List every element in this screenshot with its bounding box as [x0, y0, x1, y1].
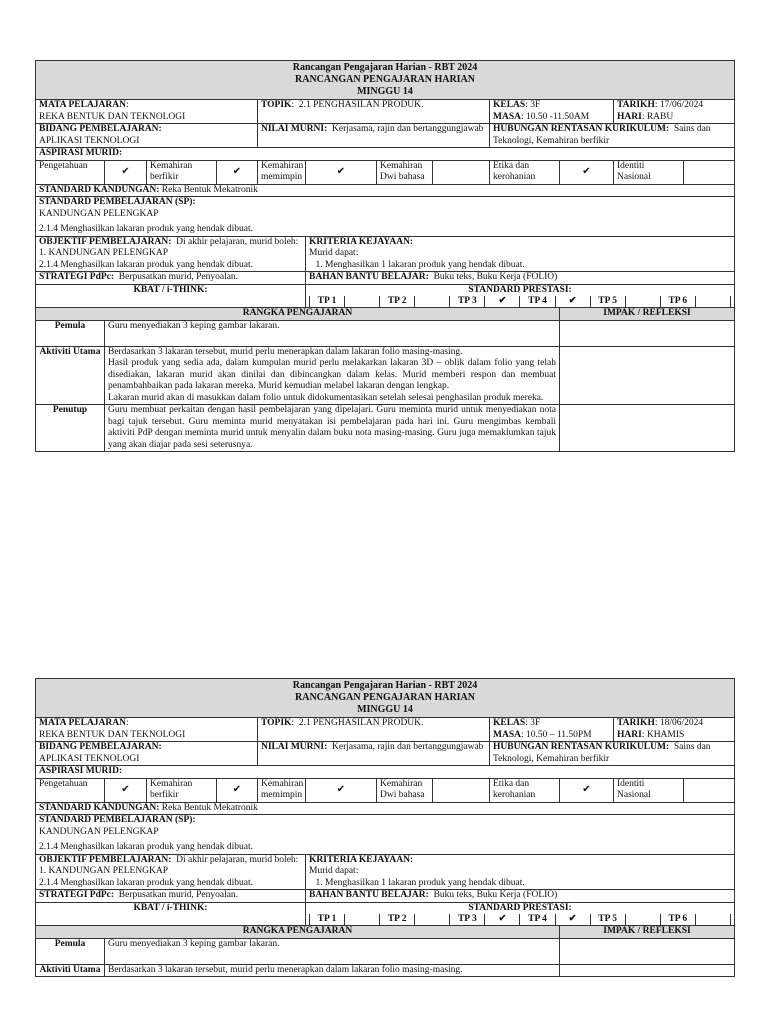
aspirasi-item: Etika dan kerohanian	[490, 778, 560, 802]
tp-mark	[345, 296, 380, 307]
impak-label: IMPAK / REFLEKSI	[603, 308, 691, 318]
check-icon: ✔	[485, 914, 520, 925]
hubungan-cell	[490, 742, 735, 766]
topik-cell: TOPIK: 2.1 PENGHASILAN PRODUK.	[258, 100, 490, 124]
rangka-header	[36, 926, 560, 939]
sp-line: KANDUNGAN PELENGKAP	[39, 208, 159, 219]
sp-line: 2.1.4 Menghasilkan lakaran produk yang hendak dibuat.	[39, 842, 253, 852]
check-box	[684, 778, 735, 802]
nilai-value: Kerjasama, rajin dan bertanggungjawab	[332, 124, 484, 134]
aspirasi-header	[36, 766, 735, 779]
tp-table	[309, 914, 731, 925]
prestasi-label: STANDARD PRESTASI:	[468, 902, 572, 913]
penutup-text: Guru membuat perkaitan dengan hasil pembelajaran yang dipelajari. Guru meminta murid untuk menyediakan nota bagi tajuk tersebut. Guru meminta murid menyatakan isi pembelajaran pada hari ini. Guru mengimbas kembali aktiviti PdP dengan meminta murid untuk menyalin dalam buku nota masing-masing. Guru juga memaklumkan tajuk yang akan diajar pada sesi seterusnya.	[105, 405, 560, 452]
strategi-label: STRATEGI PdPc:	[39, 272, 115, 282]
strategi-label: STRATEGI PdPc:	[39, 890, 115, 900]
kelas-masa-cell: KELAS: 3F MASA: 10.50 – 11.50PM	[490, 718, 614, 742]
aspirasi-item: Kemahiran memimpin	[258, 160, 306, 184]
topik-value: 2.1 PENGHASILAN PRODUK.	[298, 718, 424, 728]
tp-mark	[625, 914, 660, 925]
bahan-label: BAHAN BANTU BELAJAR:	[309, 272, 429, 282]
aktiviti-paragraph: Lakaran murid akan di masukkan dalam folio untuk didokumentasikan setelah selesai penghasilan produk mereka.	[108, 392, 544, 403]
aspirasi-item: Kemahiran berfikir	[147, 160, 217, 184]
kriteria-cell	[306, 236, 735, 272]
tp-label: TP 6	[660, 914, 695, 925]
aspirasi-item: Kemahiran Dwi bahasa	[377, 778, 433, 802]
kelas-masa-cell: KELAS: 3F MASA: 10.50 -11.50AM	[490, 100, 614, 124]
tp-label: TP 3	[450, 296, 485, 307]
lesson-plan-2	[35, 678, 734, 977]
check-icon: ✔	[105, 160, 147, 184]
kelas-value: 3F	[530, 718, 541, 728]
kelas-label: KELAS	[493, 718, 526, 728]
check-box	[433, 778, 490, 802]
kelas-label: KELAS	[493, 100, 526, 110]
bidang-cell	[36, 124, 258, 148]
penutup-label: Penutup	[36, 405, 105, 452]
topik-label: TOPIK	[261, 718, 292, 728]
header-week: MINGGU 14	[357, 704, 413, 715]
lesson-plan-table	[35, 678, 735, 977]
pemula-text: Guru menyediakan 3 keping gambar lakaran.	[105, 320, 560, 346]
aktiviti-text	[105, 964, 560, 977]
bahan-value: Buku teks, Buku Kerja (FOLIO)	[433, 890, 558, 900]
hubungan-cell	[490, 124, 735, 148]
impak-cell	[560, 938, 735, 964]
hari-label: HARI	[617, 729, 642, 740]
header-title: RANCANGAN PENGAJARAN HARIAN	[295, 74, 475, 85]
impak-header	[560, 926, 735, 939]
aspirasi-item: Identiti Nasional	[614, 778, 684, 802]
tp-mark	[695, 914, 730, 925]
impak-cell	[560, 346, 735, 405]
hubungan-label: HUBUNGAN RENTASAN KURIKULUM:	[493, 124, 670, 134]
tp-label: TP 2	[380, 296, 415, 307]
aspirasi-item: Etika dan kerohanian	[490, 160, 560, 184]
kbat-label: KBAT / i-THINK:	[133, 284, 208, 295]
mata-value: REKA BENTUK DAN TEKNOLOGI	[39, 729, 186, 740]
objektif-intro: Di akhir pelajaran, murid boleh:	[176, 236, 299, 247]
mata-value: REKA BENTUK DAN TEKNOLOGI	[39, 111, 186, 122]
nilai-label: NILAI MURNI:	[261, 124, 328, 134]
sk-value: Reka Bentuk Mekatronik	[161, 184, 258, 195]
masa-value: 10.50 – 11.50PM	[526, 729, 592, 740]
standard-kandungan-cell	[36, 184, 735, 197]
header-week: MINGGU 14	[357, 86, 413, 97]
tp-label: TP 2	[380, 914, 415, 925]
masa-value: 10.50 -11.50AM	[526, 111, 590, 122]
tp-label: TP 1	[310, 914, 345, 925]
header-title: RANCANGAN PENGAJARAN HARIAN	[295, 692, 475, 703]
aspirasi-item: Kemahiran memimpin	[258, 778, 306, 802]
check-icon: ✔	[555, 914, 590, 925]
tp-mark	[415, 296, 450, 307]
aspirasi-item: Kemahiran Dwi bahasa	[377, 160, 433, 184]
nilai-value: Kerjasama, rajin dan bertanggungjawab	[332, 742, 484, 752]
check-icon: ✔	[555, 296, 590, 307]
aktiviti-paragraph: Hasil produk yang sedia ada, dalam kumpulan murid perlu melakarkan lakaran 3D – oblik dalam folio yang telah disediakan, lakaran murid akan dinilai dan dibincangkan dalam kelas. Murid memberi respon dan membuat penambahbaikan pada lakaran mereka. Murid kemudian melabel lakaran dengan lengkap.	[108, 358, 556, 391]
prestasi-label: STANDARD PRESTASI:	[468, 284, 572, 295]
strategi-value: Berpusatkan murid, Penyoalan.	[118, 272, 239, 282]
check-icon: ✔	[560, 160, 614, 184]
rangka-header	[36, 308, 560, 321]
check-icon: ✔	[306, 778, 377, 802]
bidang-value: APLIKASI TEKNOLOGI	[39, 135, 140, 146]
hubungan-label: HUBUNGAN RENTASAN KURIKULUM:	[493, 742, 670, 752]
tp-label: TP 4	[520, 296, 555, 307]
standard-pembelajaran-cell	[36, 815, 735, 855]
rangka-label: RANGKA PENGAJARAN	[242, 308, 353, 318]
standard-pembelajaran-cell	[36, 197, 735, 237]
rangka-label: RANGKA PENGAJARAN	[242, 926, 353, 936]
tp-mark	[345, 914, 380, 925]
aspirasi-label: ASPIRASI MURID:	[39, 766, 123, 776]
aktiviti-paragraph: Berdasarkan 3 lakaran tersebut, murid perlu menerapkan dalam lakaran folio masing-masing.	[108, 346, 463, 357]
aspirasi-row	[36, 160, 735, 184]
sp-line: 2.1.4 Menghasilkan lakaran produk yang hendak dibuat.	[39, 224, 253, 234]
nilai-label: NILAI MURNI:	[261, 742, 328, 752]
check-icon: ✔	[306, 160, 377, 184]
kriteria-label: KRITERIA KEJAYAAN:	[309, 236, 414, 247]
document-header	[36, 679, 735, 718]
objektif-line: 2.1.4 Menghasilkan lakaran produk yang hendak dibuat.	[39, 259, 253, 270]
tp-mark	[415, 914, 450, 925]
objektif-intro: Di akhir pelajaran, murid boleh:	[176, 854, 299, 865]
kriteria-intro: Murid dapat:	[309, 866, 359, 876]
header-subtitle: Rancangan Pengajaran Harian - RBT 2024	[292, 62, 478, 73]
tarikh-label: TARIKH	[617, 718, 655, 728]
sp-label: STANDARD PEMBELAJARAN (SP):	[39, 815, 196, 825]
nilai-cell	[258, 742, 490, 766]
sk-label: STANDARD KANDUNGAN:	[39, 802, 160, 813]
topik-label: TOPIK	[261, 100, 292, 110]
bidang-label: BIDANG PEMBELAJARAN:	[39, 742, 162, 752]
aktiviti-label: Aktiviti Utama	[36, 346, 105, 405]
impak-cell	[560, 405, 735, 452]
objektif-cell	[36, 854, 306, 890]
aspirasi-row	[36, 778, 735, 802]
nilai-cell	[258, 124, 490, 148]
check-box	[433, 160, 490, 184]
sk-label: STANDARD KANDUNGAN:	[39, 184, 160, 195]
bahan-cell	[306, 890, 735, 903]
strategi-cell	[36, 890, 306, 903]
aspirasi-label: ASPIRASI MURID:	[39, 148, 123, 158]
check-icon: ✔	[485, 296, 520, 307]
aktiviti-paragraph: Berdasarkan 3 lakaran tersebut, murid perlu menerapkan dalam lakaran folio masing-masing.	[108, 964, 463, 975]
aspirasi-item: Pengetahuan	[36, 778, 105, 802]
sp-label: STANDARD PEMBELAJARAN (SP):	[39, 197, 196, 207]
objektif-label: OBJEKTIF PEMBELAJARAN:	[39, 236, 172, 247]
objektif-line: 1. KANDUNGAN PELENGKAP	[39, 866, 169, 876]
hubungan-value: Sains dan Teknologi, Kemahiran berfikir	[493, 124, 711, 146]
tp-mark	[625, 296, 660, 307]
check-icon: ✔	[560, 778, 614, 802]
header-subtitle: Rancangan Pengajaran Harian - RBT 2024	[292, 680, 478, 691]
kriteria-item: 1. Menghasilkan 1 lakaran produk yang hendak dibuat.	[325, 260, 731, 272]
objektif-cell	[36, 236, 306, 272]
aktiviti-text	[105, 346, 560, 405]
tp-mark	[695, 296, 730, 307]
masa-label: MASA	[493, 729, 521, 740]
mata-label: MATA PELAJARAN	[39, 718, 126, 728]
tarikh-hari-cell: TARIKH: 17/06/2024 HARI: RABU	[614, 100, 735, 124]
lesson-plan-table	[35, 60, 735, 452]
tarikh-value: 17/06/2024	[659, 100, 704, 110]
topik-value: 2.1 PENGHASILAN PRODUK.	[298, 100, 424, 110]
kelas-value: 3F	[530, 100, 541, 110]
bahan-label: BAHAN BANTU BELAJAR:	[309, 890, 429, 900]
topik-cell: TOPIK: 2.1 PENGHASILAN PRODUK.	[258, 718, 490, 742]
standard-kandungan-cell	[36, 802, 735, 815]
tp-label: TP 6	[660, 296, 695, 307]
pemula-label: Pemula	[36, 938, 105, 964]
kriteria-item: 1. Menghasilkan 1 lakaran produk yang hendak dibuat.	[325, 878, 731, 890]
tp-label: TP 1	[310, 296, 345, 307]
tp-label: TP 3	[450, 914, 485, 925]
pemula-text: Guru menyediakan 3 keping gambar lakaran.	[105, 938, 560, 964]
kriteria-cell	[306, 854, 735, 890]
impak-cell	[560, 320, 735, 346]
tp-label: TP 5	[590, 914, 625, 925]
check-icon: ✔	[217, 160, 258, 184]
aktiviti-label: Aktiviti Utama	[36, 964, 105, 977]
hari-value: KHAMIS	[646, 729, 685, 740]
hubungan-value: Sains dan Teknologi, Kemahiran berfikir	[493, 742, 711, 764]
tarikh-hari-cell: TARIKH: 18/06/2024 HARI: KHAMIS	[614, 718, 735, 742]
kbat-cell	[36, 284, 306, 308]
mata-pelajaran-cell: MATA PELAJARAN: REKA BENTUK DAN TEKNOLOGI	[36, 100, 258, 124]
kbat-cell	[36, 902, 306, 926]
tp-label: TP 4	[520, 914, 555, 925]
hari-label: HARI	[617, 111, 642, 122]
mata-pelajaran-cell: MATA PELAJARAN: REKA BENTUK DAN TEKNOLOGI	[36, 718, 258, 742]
aspirasi-item: Kemahiran berfikir	[147, 778, 217, 802]
pemula-label: Pemula	[36, 320, 105, 346]
kriteria-label: KRITERIA KEJAYAAN:	[309, 854, 414, 865]
impak-header	[560, 308, 735, 321]
bahan-value: Buku teks, Buku Kerja (FOLIO)	[433, 272, 558, 282]
check-icon: ✔	[105, 778, 147, 802]
mata-label: MATA PELAJARAN	[39, 100, 126, 110]
impak-cell	[560, 964, 735, 977]
tp-label: TP 5	[590, 296, 625, 307]
bidang-value: APLIKASI TEKNOLOGI	[39, 753, 140, 764]
tarikh-value: 18/06/2024	[659, 718, 704, 728]
bahan-cell	[306, 272, 735, 285]
standard-prestasi-cell	[306, 902, 735, 926]
kbat-label: KBAT / i-THINK:	[133, 902, 208, 913]
objektif-line: 2.1.4 Menghasilkan lakaran produk yang hendak dibuat.	[39, 877, 253, 888]
aspirasi-header	[36, 148, 735, 161]
kriteria-intro: Murid dapat:	[309, 248, 359, 258]
strategi-value: Berpusatkan murid, Penyoalan.	[118, 890, 239, 900]
hari-value: RABU	[646, 111, 674, 122]
masa-label: MASA	[493, 111, 521, 122]
check-box	[684, 160, 735, 184]
sk-value: Reka Bentuk Mekatronik	[161, 802, 258, 813]
tp-table	[309, 296, 731, 307]
objektif-label: OBJEKTIF PEMBELAJARAN:	[39, 854, 172, 865]
standard-prestasi-cell	[306, 284, 735, 308]
document-header	[36, 61, 735, 100]
tarikh-label: TARIKH	[617, 100, 655, 110]
aspirasi-item: Identiti Nasional	[614, 160, 684, 184]
lesson-plan-1	[35, 60, 734, 452]
sp-line: KANDUNGAN PELENGKAP	[39, 826, 159, 837]
bidang-label: BIDANG PEMBELAJARAN:	[39, 124, 162, 134]
check-icon: ✔	[217, 778, 258, 802]
strategi-cell	[36, 272, 306, 285]
objektif-line: 1. KANDUNGAN PELENGKAP	[39, 248, 169, 258]
impak-label: IMPAK / REFLEKSI	[603, 926, 691, 936]
aspirasi-item: Pengetahuan	[36, 160, 105, 184]
bidang-cell	[36, 742, 258, 766]
